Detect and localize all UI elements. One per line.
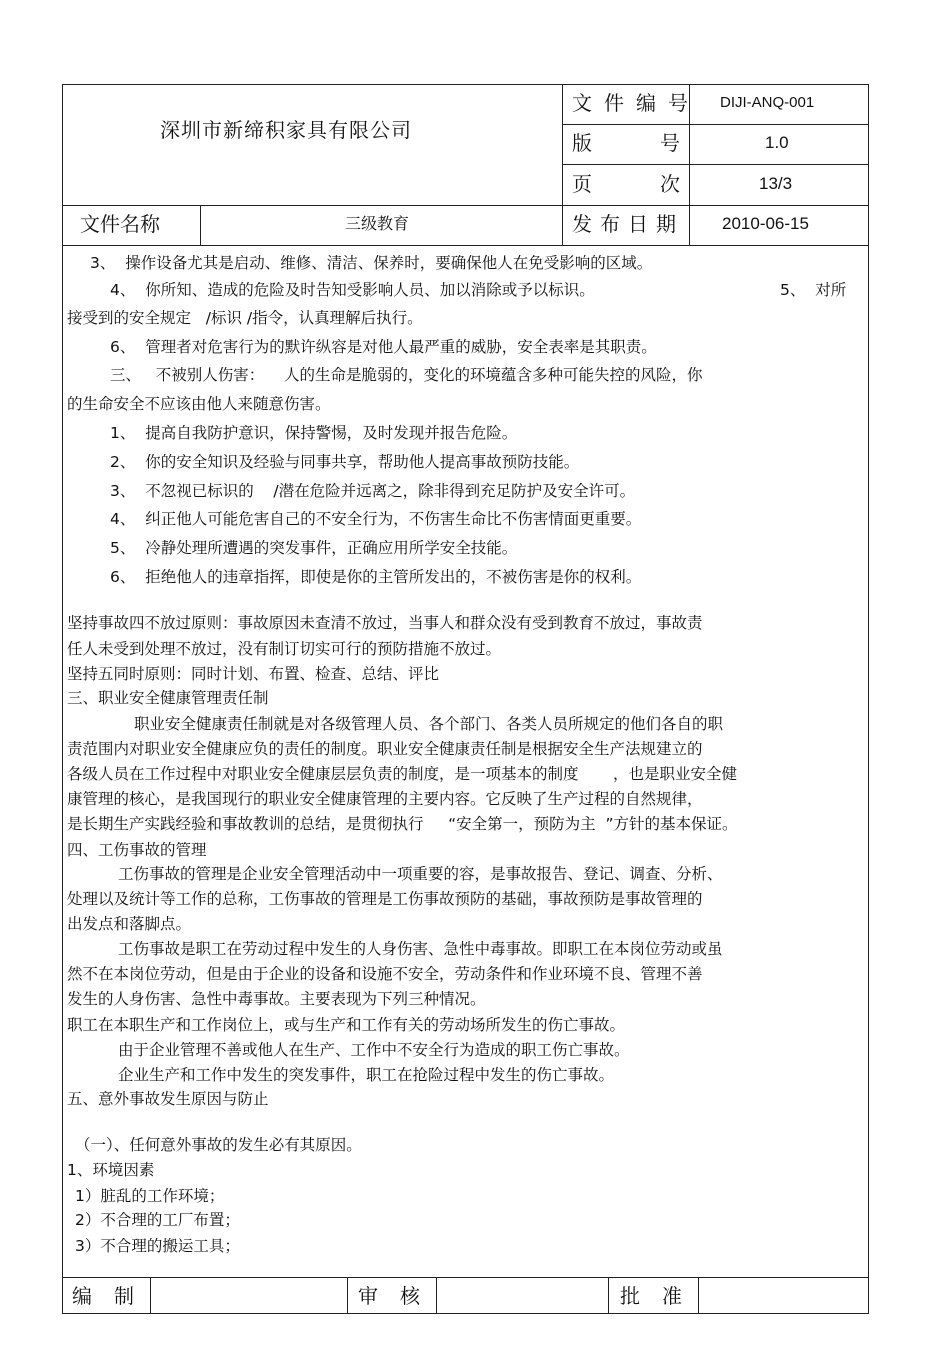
body-line: 各级人员在工作过程中对职业安全健康层层负责的制度，是一项基本的制度 ，也是职业安全健 bbox=[67, 765, 737, 783]
header-row-line-1 bbox=[562, 124, 869, 125]
body-line: 任人未受到处理不放过，没有制订切实可行的预防措施不放过。 bbox=[67, 640, 502, 658]
body-line: 5、 对所 bbox=[780, 281, 847, 299]
body-line: 1、 提高自我防护意识，保持警惕，及时发现并报告危险。 bbox=[110, 424, 518, 442]
body-line: 4、 纠正他人可能危害自己的不安全行为，不伤害生命比不伤害情面更重要。 bbox=[110, 510, 642, 528]
body-line: 3、 不忽视已标识的 /潜在危险并远离之，除非得到充足防护及安全许可。 bbox=[110, 482, 636, 500]
body-line: 然不在本岗位劳动，但是由于企业的设备和设施不安全，劳动条件和作业环境不良、管理不善 bbox=[67, 965, 703, 983]
body-line: 工伤事故是职工在劳动过程中发生的人身伤害、急性中毒事故。即职工在本岗位劳动或虽 bbox=[118, 940, 723, 958]
version-value: 1.0 bbox=[765, 133, 789, 152]
body-line: 三、职业安全健康管理责任制 bbox=[67, 689, 269, 707]
body-line: 是长期生产实践经验和事故教训的总结，是贯彻执行 “安全第一，预防为主 ”方针的基本保证。 bbox=[67, 815, 738, 833]
prepared-by-label: 编制 bbox=[72, 1284, 156, 1308]
version-label: 版号 bbox=[572, 131, 748, 155]
body-line: 康管理的核心，是我国现行的职业安全健康管理的主要内容。它反映了生产过程的自然规律， bbox=[67, 790, 703, 808]
body-line: 5、 冷静处理所遭遇的突发事件，正确应用所学安全技能。 bbox=[110, 539, 518, 557]
footer-col-line-2 bbox=[347, 1277, 348, 1314]
body-line: 3）不合理的搬运工具； bbox=[75, 1237, 240, 1255]
page-label: 页次 bbox=[572, 172, 748, 196]
body-line: 出发点和落脚点。 bbox=[67, 915, 192, 933]
body-line: 职业安全健康责任制就是对各级管理人员、各个部门、各类人员所规定的他们各自的职 bbox=[134, 715, 724, 733]
body-line: 三、 不被别人伤害： 人的生命是脆弱的，变化的环境蕴含多种可能失控的风险，你 bbox=[110, 366, 703, 384]
doc-name-value: 三级教育 bbox=[345, 214, 410, 233]
doc-name-label: 文件名称 bbox=[80, 212, 160, 236]
body-line: 2、 你的安全知识及经验与同事共享，帮助他人提高事故预防技能。 bbox=[110, 453, 580, 471]
body-line: 接受到的安全规定 /标识 /指令，认真理解后执行。 bbox=[67, 309, 423, 327]
header-row-line-2 bbox=[562, 164, 869, 165]
body-line: 工伤事故的管理是企业安全管理活动中一项重要的容，是事故报告、登记、调查、分析、 bbox=[118, 865, 723, 883]
footer-col-line-4 bbox=[608, 1277, 609, 1314]
body-line: （一）、任何意外事故的发生必有其原因。 bbox=[75, 1136, 362, 1154]
footer-top-line bbox=[62, 1277, 869, 1278]
doc-number-label: 文件编号 bbox=[572, 91, 700, 115]
approved-by-label: 批准 bbox=[620, 1284, 704, 1308]
company-name: 深圳市新缔积家具有限公司 bbox=[160, 118, 412, 142]
page-value: 13/3 bbox=[759, 174, 793, 193]
body-line: 责范围内对职业安全健康应负的责任的制度。职业安全健康责任制是根据安全生产法规建立的 bbox=[67, 740, 703, 758]
body-line: 1、环境因素 bbox=[67, 1161, 155, 1179]
header-row-line-4 bbox=[62, 245, 869, 246]
release-date-value: 2010-06-15 bbox=[722, 214, 809, 233]
body-line: 五、意外事故发生原因与防止 bbox=[67, 1090, 269, 1108]
header-row-line-3 bbox=[62, 205, 869, 206]
body-line: 2）不合理的工厂布置； bbox=[75, 1211, 240, 1229]
body-line: 企业生产和工作中发生的突发事件，职工在抢险过程中发生的伤亡事故。 bbox=[118, 1066, 615, 1084]
body-line: 发生的人身伤害、急性中毒事故。主要表现为下列三种情况。 bbox=[67, 990, 486, 1008]
body-line: 的生命安全不应该由他人来随意伤害。 bbox=[67, 395, 331, 413]
reviewed-by-label: 审核 bbox=[358, 1284, 442, 1308]
body-line: 1）脏乱的工作环境； bbox=[75, 1187, 225, 1205]
body-line: 由于企业管理不善或他人在生产、工作中不安全行为造成的职工伤亡事故。 bbox=[118, 1041, 630, 1059]
body-line: 处理以及统计等工作的总称，工伤事故的管理是工伤事故预防的基础，事故预防是事故管理的 bbox=[67, 890, 703, 908]
body-line: 6、 管理者对危害行为的默许纵容是对他人最严重的威胁，安全表率是其职责。 bbox=[110, 338, 657, 356]
body-line: 6、 拒绝他人的违章指挥，即使是你的主管所发出的，不被伤害是你的权利。 bbox=[110, 568, 642, 586]
body-line: 职工在本职生产和工作岗位上，或与生产和工作有关的劳动场所发生的伤亡事故。 bbox=[67, 1016, 626, 1034]
body-line: 坚持五同时原则：同时计划、布置、检查、总结、评比 bbox=[67, 665, 440, 683]
header-col-line-1 bbox=[562, 84, 563, 245]
doc-number-value: DIJI-ANQ-001 bbox=[720, 94, 815, 111]
body-line: 4、 你所知、造成的危险及时告知受影响人员、加以消除或予以标识。 bbox=[110, 281, 595, 299]
header-col-line-3 bbox=[200, 205, 201, 245]
body-line: 3、 操作设备尤其是启动、维修、清洁、保养时，要确保他人在免受影响的区域。 bbox=[90, 254, 653, 272]
release-date-label: 发布日期 bbox=[572, 212, 684, 236]
body-line: 四、工伤事故的管理 bbox=[67, 841, 207, 859]
body-line: 坚持事故四不放过原则：事故原因未查清不放过，当事人和群众没有受到教育不放过，事故责 bbox=[67, 614, 703, 632]
